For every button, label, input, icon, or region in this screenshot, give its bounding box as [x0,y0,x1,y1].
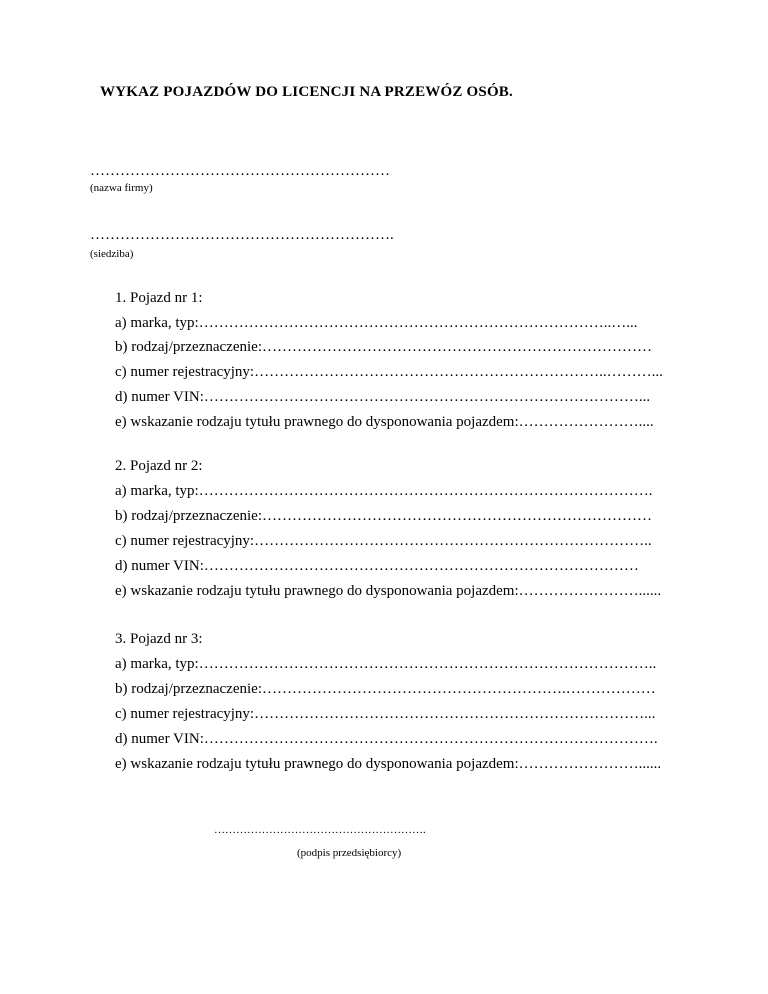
vehicle-1-heading: 1. Pojazd nr 1: [115,290,203,306]
vehicle-1-make-label: a) marka, typ: [115,315,199,331]
vehicle-2-vin-row [115,557,639,575]
vehicle-3-make-row [115,655,656,673]
vehicle-3-legal-title-row [115,755,661,773]
vehicle-3-vin-field: ………………………………………………………………………………. [203,731,658,747]
vehicle-3-vin-row [115,730,658,748]
vehicle-2-make-row [115,482,652,500]
vehicle-3-make-label: a) marka, typ: [115,656,199,672]
vehicle-2-heading: 2. Pojazd nr 2: [115,458,203,474]
vehicle-2-purpose-row [115,507,652,525]
vehicle-2-legal-title-row [115,582,661,600]
vehicle-2-legal-title-field: ……………………...... [518,583,662,599]
vehicle-3-legal-title-field: ……………………...... [518,756,662,772]
vehicle-2-make-field: ………………………………………………………………………………. [198,483,653,499]
vehicle-3-registration-label: c) numer rejestracyjny: [115,706,255,722]
vehicle-3-purpose-row [115,680,656,698]
vehicle-2-vin-field: …………………………………………………………………………… [203,558,639,574]
company-name-field: …………………………………………………… [90,163,390,179]
vehicle-2-vin-label: d) numer VIN: [115,558,204,574]
vehicle-3-legal-title-label: e) wskazanie rodzaju tytułu prawnego do dysponowania pojazdem: [115,756,519,772]
vehicle-1-purpose-label: b) rodzaj/przeznaczenie: [115,339,262,355]
vehicle-1-vin-label: d) numer VIN: [115,389,204,405]
vehicle-2-make-label: a) marka, typ: [115,483,199,499]
vehicle-2-purpose-label: b) rodzaj/przeznaczenie: [115,508,262,524]
vehicle-3-vin-label: d) numer VIN: [115,731,204,747]
signature-line: …………………………………………………. [214,824,426,836]
vehicle-1-registration-field: ……………………………………………………………..………... [254,364,663,380]
vehicle-1-purpose-field: …………………………………………………………………… [261,339,652,355]
vehicle-2-legal-title-label: e) wskazanie rodzaju tytułu prawnego do dysponowania pojazdem: [115,583,519,599]
vehicle-1-registration-label: c) numer rejestracyjny: [115,364,255,380]
vehicle-3-make-field: ……………………………………………………………………………….. [198,656,657,672]
document-title: WYKAZ POJAZDÓW DO LICENCJI NA PRZEWÓZ OSÓB. [100,84,513,100]
vehicle-1-registration-row [115,363,663,381]
vehicle-1-legal-title-row [115,413,654,431]
vehicle-3-heading: 3. Pojazd nr 3: [115,631,203,647]
signature-caption: (podpis przedsiębiorcy) [297,847,402,859]
company-name-caption: (nazwa firmy) [90,182,153,194]
vehicle-1-make-row [115,314,637,332]
company-seat-caption: (siedziba) [90,248,134,260]
vehicle-1-legal-title-field: …………………….... [518,414,654,430]
vehicle-1-purpose-row [115,338,652,356]
company-seat-field: ……………………………………………………. [90,227,394,243]
vehicle-1-make-field: ………………………………………………………………………..…... [198,315,638,331]
vehicle-3-purpose-field: …………………………………………………….……………… [261,681,656,697]
vehicle-3-registration-row [115,705,655,723]
vehicle-2-purpose-field: …………………………………………………………………… [261,508,652,524]
vehicle-2-registration-field: …………………………………………………………………….. [254,533,652,549]
vehicle-2-registration-row [115,532,652,550]
vehicle-1-vin-field: ……………………………………………………………………………... [203,389,651,405]
vehicle-2-registration-label: c) numer rejestracyjny: [115,533,255,549]
vehicle-3-purpose-label: b) rodzaj/przeznaczenie: [115,681,262,697]
vehicle-1-legal-title-label: e) wskazanie rodzaju tytułu prawnego do dysponowania pojazdem: [115,414,519,430]
vehicle-1-vin-row [115,388,650,406]
vehicle-3-registration-field: ……………………………………………………………………... [254,706,656,722]
